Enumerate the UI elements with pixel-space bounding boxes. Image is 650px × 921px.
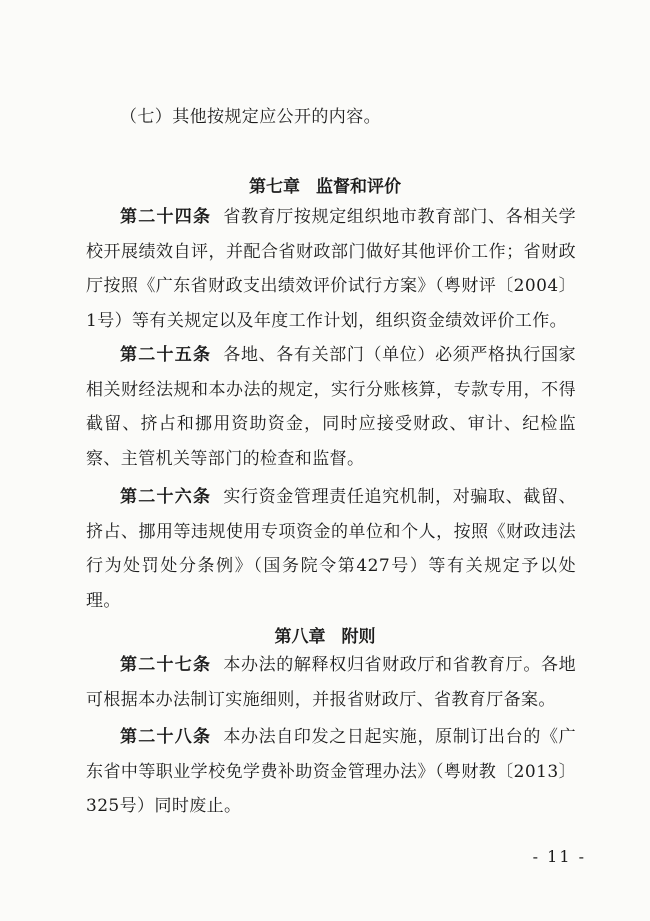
chapter-8-heading xyxy=(0,622,650,647)
article-25-text: 各地、各有关部门（单位）必须严格执行国家相关财经法规和本办法的规定，实行分账核算，专款专用，不得截留、挤占和挪用资助资金，同时应接受财政、审计、纪检监察、主管机关等部门的检查和监督。 xyxy=(86,345,577,469)
chapter-8-title: 附则 xyxy=(341,627,376,647)
article-24-label: 第二十四条 xyxy=(120,207,212,227)
article-25-label: 第二十五条 xyxy=(120,345,212,365)
chapter-8-number: 第八章 xyxy=(274,627,326,647)
chapter-7-heading xyxy=(0,172,650,197)
article-27 xyxy=(86,648,576,717)
chapter-7-title: 监督和评价 xyxy=(316,177,401,197)
article-27-label: 第二十七条 xyxy=(120,655,212,675)
article-28 xyxy=(86,720,576,824)
article-27-text: 本办法的解释权归省财政厅和省教育厅。各地可根据本办法制订实施细则，并报省财政厅、省教育厅备案。 xyxy=(86,655,577,710)
article-25 xyxy=(86,338,576,476)
item-7: （七）其他按规定应公开的内容。 xyxy=(120,107,381,127)
article-26-label: 第二十六条 xyxy=(120,487,212,507)
article-26 xyxy=(86,480,576,618)
article-24-text: 省教育厅按规定组织地市教育部门、各相关学校开展绩效自评，并配合省财政部门做好其他评价工作；省财政厅按照《广东省财政支出绩效评价试行方案》（粤财评〔2004〕1号）等有关规定以及年度工作计划，组织资金绩效评价工作。 xyxy=(86,207,577,331)
article-26-text: 实行资金管理责任追究机制，对骗取、截留、挤占、挪用等违规使用专项资金的单位和个人，按照《财政违法行为处罚处分条例》（国务院令第427号）等有关规定予以处理。 xyxy=(86,487,577,611)
article-28-label: 第二十八条 xyxy=(120,727,212,747)
article-28-text: 本办法自印发之日起实施，原制订出台的《广东省中等职业学校免学费补助资金管理办法》（粤财教〔2013〕325号）同时废止。 xyxy=(86,727,577,817)
chapter-7-number: 第七章 xyxy=(249,177,300,197)
article-24 xyxy=(86,200,576,338)
page-number: - 11 - xyxy=(532,847,586,866)
